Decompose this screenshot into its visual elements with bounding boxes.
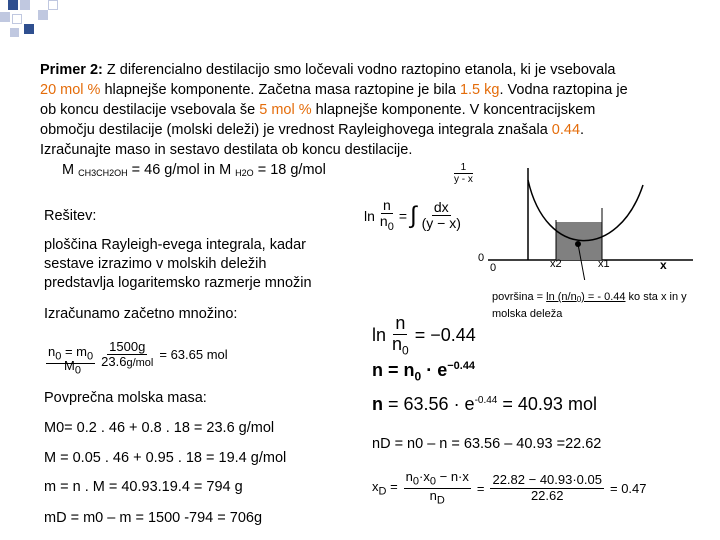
deco-square [12, 14, 22, 24]
ln-ratio-value: = −0.44 [414, 325, 476, 346]
problem-heading: Primer 2: [40, 62, 103, 78]
integral-value: 0.44 [551, 122, 581, 138]
n0-numerator: 1500g [109, 339, 146, 354]
problem-text: ob koncu destilacije vsebovala še [40, 102, 260, 118]
problem-line-4 [40, 120, 584, 140]
molar-text: M [62, 162, 75, 178]
area-explanation [44, 236, 312, 293]
ylabel-den: y - x [454, 174, 473, 185]
initial-mass: 1.5 kg [459, 82, 500, 98]
xd-numerator: 22.82 − 40.93·0.05 [492, 472, 602, 488]
n0-result: = 63.65 mol [159, 347, 228, 363]
molar-text: = 18 g/mol [253, 162, 326, 178]
problem-text: Z diferencialno destilacijo smo ločevali vodno raztopino etanola, ki je vsebovala [102, 62, 616, 78]
x2-label: x2 [550, 258, 562, 270]
n0-value-fraction: $\frac{1500g}{\text{23.6g/mol}}$ [101, 339, 154, 370]
caption-text: molska deleža [492, 308, 563, 320]
caption-text: površina = [492, 291, 547, 303]
xd-equation: $x_D$ = $\frac{n_0\cdot x_0 - n\cdot x}{n_D}$ = $\frac{22.82 - 40.93\cdot 0.05}{22.62}$ = 0.47 [372, 469, 647, 507]
initial-amount-label: Izračunamo začetno množino: [44, 306, 238, 322]
deco-square [20, 0, 30, 10]
problem-line-5: Izračunajte maso in sestavo destilata ob koncu destilacije. [40, 142, 413, 158]
problem-text: hlapnejše komponente. Začetna masa raztopine je bila [100, 82, 460, 98]
n-result-equation: $n = 63.56 \cdot e^{-0.44} = 40.93$ mol [372, 394, 597, 414]
m0-calculation: M0= 0.2 . 46 + 0.8 . 18 = 23.6 g/mol [44, 420, 275, 436]
n-value: 63.56 [403, 394, 449, 414]
ylabel-num: 1 [454, 162, 473, 174]
rayleigh-integral: ln $\frac{n}{n_0}$ = ∫ $\frac{dx}{(y - x)}$ [364, 197, 461, 234]
problem-text: . [580, 122, 585, 138]
caption-text: ko sta x in y [625, 291, 687, 303]
x1-label: x1 [598, 258, 610, 270]
graph-ylabel [454, 162, 473, 185]
problem-line-1 [40, 60, 616, 80]
deco-square [24, 24, 34, 34]
water-subscript: H2O [235, 168, 254, 178]
area-line: predstavlja logaritemsko razmerje množin [44, 275, 312, 291]
problem-text: . Vodna raztopina je [499, 82, 628, 98]
deco-square [8, 0, 18, 10]
ln-ratio-equation: ln $\frac{n}{n_0}$ = −0.44 [372, 313, 476, 358]
origin-x-label: 0 [490, 262, 497, 274]
xd-result: = 0.47 [609, 480, 647, 496]
molar-masses [62, 160, 326, 183]
solution-label: Rešitev: [44, 208, 97, 224]
xd-denominator: 22.62 [530, 487, 564, 503]
problem-text: območju destilacije (molski deleži) je vrednost Rayleighovega integrala znašala [40, 122, 552, 138]
deco-square [0, 12, 10, 22]
deco-square [10, 28, 19, 37]
x-axis-label: x [660, 258, 667, 272]
caption-ln: ln (n/n [546, 291, 577, 303]
exp-power: −0.44 [447, 360, 476, 372]
m-calculation: M = 0.05 . 46 + 0.95 . 18 = 19.4 g/mol [44, 450, 287, 466]
problem-line-2 [40, 80, 628, 100]
area-line: ploščina Rayleigh-evega integrala, kadar [44, 237, 306, 253]
avg-molar-mass-label: Povprečna molska masa: [44, 390, 207, 406]
nd-calculation: nD = n0 – n = 63.56 – 40.93 =22.62 [372, 436, 602, 452]
exp-equation: $n = n_0 \cdot e^{-0.44}$ [372, 360, 476, 384]
initial-concentration: 20 mol % [40, 82, 101, 98]
mass-calculation: m = n . M = 40.93.19.4 = 794 g [44, 479, 243, 495]
graph-caption: površina = ln (n/n0) = - 0.44 ko sta x in y molska deleža [492, 290, 714, 321]
md-calculation: mD = m0 – m = 1500 -794 = 706g [44, 510, 263, 526]
molar-text: = 46 g/mol in M [127, 162, 232, 178]
final-concentration: 5 mol % [259, 102, 312, 118]
n0-denominator: 23.6 [101, 354, 127, 370]
n-result: = 40.93 mol [502, 394, 597, 414]
m0-denominator-label: $M_0$ [64, 358, 81, 377]
origin-y-label: 0 [478, 252, 485, 264]
ethanol-subscript: CH3CH2OH [78, 168, 128, 178]
deco-square [48, 0, 58, 10]
problem-line-3 [40, 100, 595, 120]
deco-square [38, 10, 48, 20]
n0-fraction: $n_0 = m_0$ [48, 344, 94, 364]
problem-text: hlapnejše komponente. V koncentracijskem [311, 102, 596, 118]
area-line: sestave izrazimo v molskih deležih [44, 256, 267, 272]
caption-value: ) = - 0.44 [581, 291, 626, 303]
